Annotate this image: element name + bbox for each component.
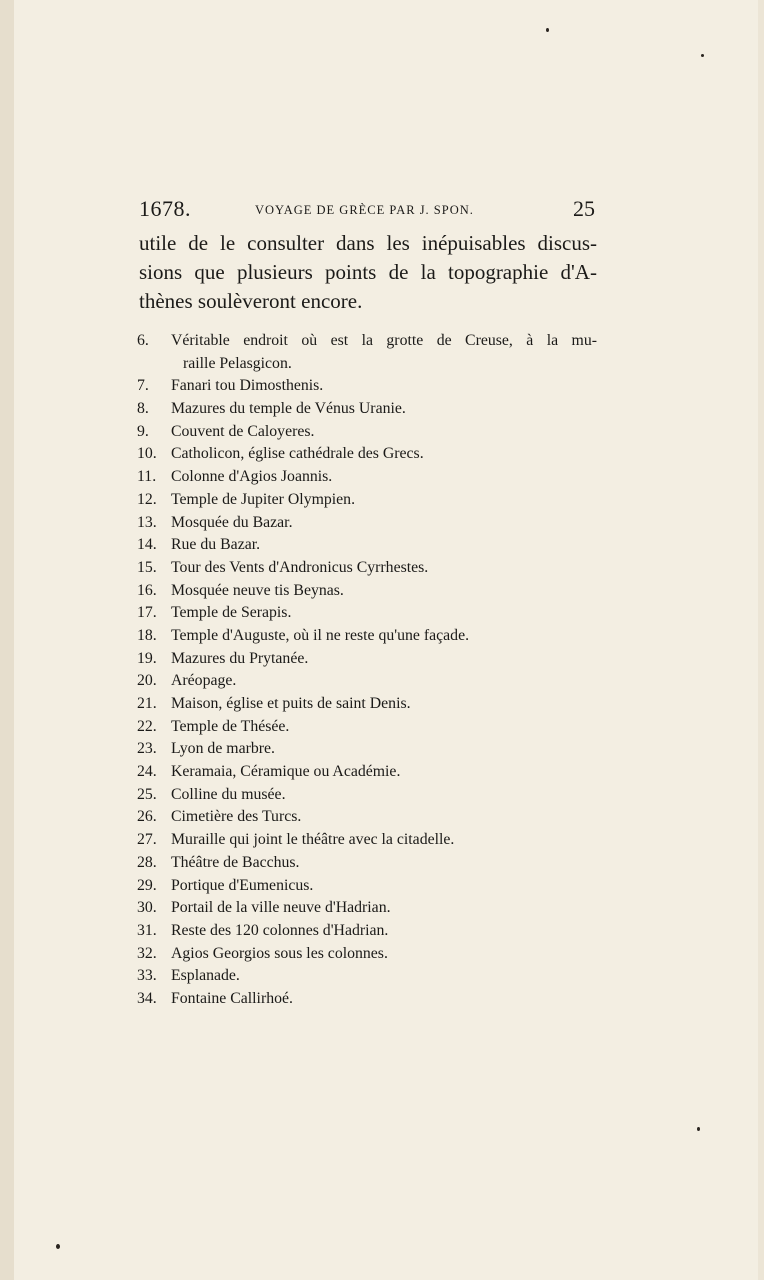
item-text: Couvent de Caloyeres. [171,422,315,440]
header-year: 1678. [139,196,191,221]
list-item [137,693,597,716]
item-word: Creuse, [465,332,513,349]
item-number: 27. [137,831,157,849]
intro-word: de [188,231,209,255]
item-text: Muraille qui joint le théâtre avec la citadelle. [171,831,455,849]
item-word: la [361,332,373,349]
intro-paragraph [139,229,597,316]
item-text: Lyon de marbre. [171,740,275,758]
intro-line [139,229,597,258]
item-text: Rue du Bazar. [171,536,261,554]
list-item [137,330,597,375]
item-text: Théâtre de Bacchus. [171,853,300,871]
item-number: 23. [137,740,157,758]
item-text: Mazures du Prytanée. [171,649,309,667]
item-number: 6. [137,332,149,349]
list-item [137,670,597,693]
list-item [137,738,597,761]
monument-list [137,330,597,1011]
item-number: 11. [137,468,157,486]
item-number: 13. [137,513,157,531]
list-item [137,625,597,648]
item-number: 28. [137,853,157,871]
item-word: Véritable [171,332,230,349]
item-text: Catholicon, église cathédrale des Grecs. [171,445,424,463]
list-item [137,806,597,829]
list-item [137,398,597,421]
item-text: Temple de Jupiter Olympien. [171,490,356,508]
intro-word: d'A- [560,260,597,284]
item-number: 26. [137,808,157,826]
item-text: Keramaia, Céramique ou Académie. [171,763,401,781]
intro-line [139,258,597,287]
item-number: 9. [137,422,149,440]
intro-word: plusieurs [236,260,313,284]
intro-word: inépuisables [421,231,526,255]
list-item [137,716,597,739]
item-text: Portique d'Eumenicus. [171,876,314,894]
item-text: Mosquée neuve tis Beynas. [171,581,344,599]
item-number: 10. [137,445,157,463]
item-text: Agios Georgios sous les colonnes. [171,944,388,962]
intro-word: thènes soulèveront encore. [139,289,363,313]
item-text: Esplanade. [171,967,240,985]
intro-word: utile [139,231,177,255]
item-text: Fanari tou Dimosthenis. [171,377,324,395]
item-text: Colline du musée. [171,785,286,803]
intro-word: dans [336,231,375,255]
item-word: de [436,332,452,349]
item-number: 16. [137,581,157,599]
intro-word: topographie [447,260,549,284]
item-text: Portail de la ville neuve d'Hadrian. [171,899,391,917]
list-item [137,943,597,966]
intro-word: le [220,231,236,255]
intro-word: points [325,260,377,284]
item-number: 19. [137,649,157,667]
item-number: 20. [137,672,157,690]
item-number: 7. [137,377,149,395]
item-number: 14. [137,536,157,554]
paper-speck [56,1244,60,1249]
list-item [137,965,597,988]
item-text: Colonne d'Agios Joannis. [171,468,333,486]
item-number: 34. [137,989,157,1007]
item-word: mu- [571,332,597,349]
item-text [171,330,597,375]
intro-word: que [194,260,225,284]
list-item [137,557,597,580]
list-item [137,875,597,898]
list-item [137,852,597,875]
running-header [139,196,595,226]
item-number: 15. [137,558,157,576]
list-item [137,466,597,489]
intro-word: consulter [247,231,325,255]
list-item [137,897,597,920]
list-item [137,784,597,807]
list-item [137,648,597,671]
list-item [137,534,597,557]
item-text: Temple de Thésée. [171,717,290,735]
intro-word: la [420,260,436,284]
list-item [137,829,597,852]
item-number: 30. [137,899,157,917]
list-item [137,421,597,444]
item-text: Mazures du temple de Vénus Uranie. [171,400,406,418]
item-number: 32. [137,944,157,962]
intro-line [139,287,597,316]
item-number: 29. [137,876,157,894]
list-item [137,375,597,398]
item-number: 25. [137,785,157,803]
item-text: Mosquée du Bazar. [171,513,293,531]
intro-word: discus- [537,231,597,255]
item-number: 22. [137,717,157,735]
item-number: 21. [137,695,157,713]
item-text: Temple de Serapis. [171,604,292,622]
paper-speck [701,54,704,57]
item-number: 18. [137,626,157,644]
list-item [137,443,597,466]
list-item [137,512,597,535]
item-word: grotte [386,332,424,349]
item-text: Tour des Vents d'Andronicus Cyrrhestes. [171,558,429,576]
intro-word: les [386,231,410,255]
item-number: 31. [137,921,157,939]
item-text: Maison, église et puits de saint Denis. [171,695,411,713]
item-number: 12. [137,490,157,508]
paper-speck [697,1127,700,1131]
list-item [137,761,597,784]
item-number: 8. [137,400,149,418]
item-text: Aréopage. [171,672,237,690]
item-word: est [330,332,349,349]
paper-speck [546,28,549,32]
list-item [137,920,597,943]
item-word: où [301,332,318,349]
intro-word: sions [139,260,183,284]
item-text: Cimetière des Turcs. [171,808,302,826]
item-text: Temple d'Auguste, où il ne reste qu'une façade. [171,626,470,644]
list-item [137,602,597,625]
list-item [137,988,597,1011]
intro-word: de [388,260,409,284]
item-word: à [526,332,534,349]
item-number: 33. [137,967,157,985]
item-number: 24. [137,763,157,781]
item-word: endroit [243,332,288,349]
header-title: VOYAGE DE GRÈCE PAR J. SPON. [255,203,474,217]
page-number: 25 [573,196,595,221]
item-text-line: raille Pelasgicon. [183,354,292,372]
item-text: Fontaine Callirhoé. [171,989,293,1007]
item-number: 17. [137,604,157,622]
list-item [137,489,597,512]
item-word: la [546,332,559,349]
list-item [137,580,597,603]
item-text-line [171,330,597,353]
item-text: Reste des 120 colonnes d'Hadrian. [171,921,389,939]
